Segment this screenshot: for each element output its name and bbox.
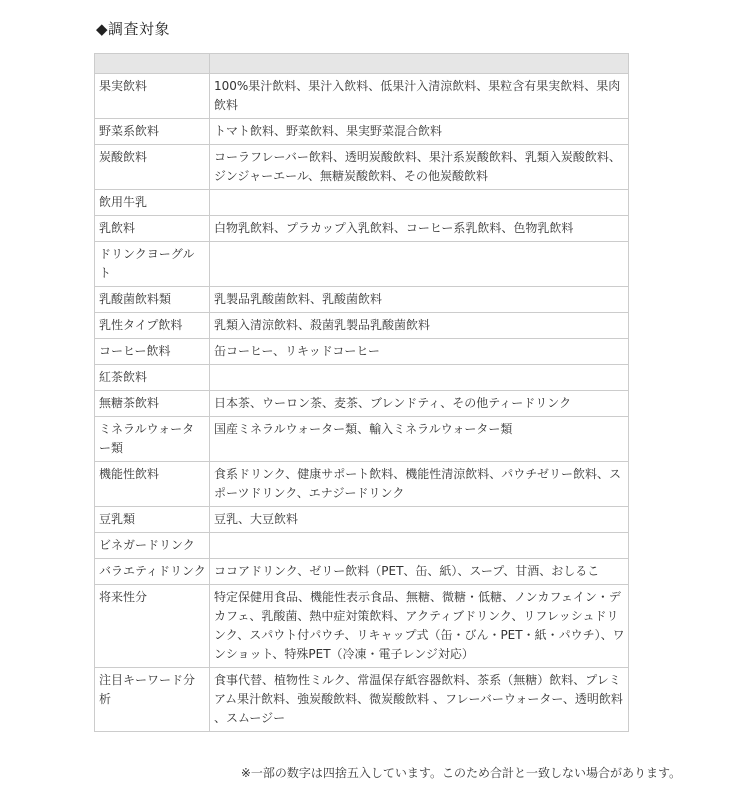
- items-cell: 白物乳飲料、プラカップ入乳飲料、コーヒー系乳飲料、色物乳飲料: [210, 216, 629, 242]
- category-cell: 紅茶飲料: [95, 365, 210, 391]
- category-cell: バラエティドリンク: [95, 559, 210, 585]
- category-cell: 乳酸菌飲料類: [95, 287, 210, 313]
- table-row: [95, 216, 629, 242]
- section-title: ◆調査対象: [96, 20, 171, 38]
- items-cell: 100%果汁飲料、果汁入飲料、低果汁入清涼飲料、果粒含有果実飲料、果肉飲料: [210, 74, 629, 119]
- category-cell: 炭酸飲料: [95, 145, 210, 190]
- header-category: [95, 54, 210, 74]
- table-row: [95, 533, 629, 559]
- table-row: [95, 74, 629, 119]
- table-row: [95, 668, 629, 732]
- table-row: [95, 417, 629, 462]
- header-items: [210, 54, 629, 74]
- category-cell: 飲用牛乳: [95, 190, 210, 216]
- items-cell: 缶コーヒー、リキッドコーヒー: [210, 339, 629, 365]
- category-cell: ドリンクヨーグルト: [95, 242, 210, 287]
- items-cell: [210, 190, 629, 216]
- items-cell: 食系ドリンク、健康サポート飲料、機能性清涼飲料、パウチゼリー飲料、スポーツドリンク、エナジードリンク: [210, 462, 629, 507]
- category-cell: 乳飲料: [95, 216, 210, 242]
- category-cell: 野菜系飲料: [95, 119, 210, 145]
- table-row: [95, 339, 629, 365]
- items-cell: コーラフレーバー飲料、透明炭酸飲料、果汁系炭酸飲料、乳類入炭酸飲料、ジンジャーエール、無糖炭酸飲料、その他炭酸飲料: [210, 145, 629, 190]
- survey-target-table: [94, 53, 629, 732]
- category-cell: 豆乳類: [95, 507, 210, 533]
- table-row: [95, 507, 629, 533]
- items-cell: 乳類入清涼飲料、殺菌乳製品乳酸菌飲料: [210, 313, 629, 339]
- table-row: [95, 391, 629, 417]
- category-cell: 将来性分: [95, 585, 210, 668]
- table-row: [95, 559, 629, 585]
- items-cell: 日本茶、ウーロン茶、麦茶、ブレンドティ、その他ティードリンク: [210, 391, 629, 417]
- items-cell: [210, 242, 629, 287]
- items-cell: [210, 533, 629, 559]
- category-cell: 注目キーワード分析: [95, 668, 210, 732]
- items-cell: 乳製品乳酸菌飲料、乳酸菌飲料: [210, 287, 629, 313]
- table-row: [95, 190, 629, 216]
- items-cell: トマト飲料、野菜飲料、果実野菜混合飲料: [210, 119, 629, 145]
- table-row: [95, 287, 629, 313]
- table-row: [95, 242, 629, 287]
- footnote: ※一部の数字は四捨五入しています。このため合計と一致しない場合があります。: [240, 766, 681, 780]
- items-cell: [210, 365, 629, 391]
- items-cell: 国産ミネラルウォーター類、輸入ミネラルウォーター類: [210, 417, 629, 462]
- category-cell: コーヒー飲料: [95, 339, 210, 365]
- items-cell: 特定保健用食品、機能性表示食品、無糖、微糖・低糖、ノンカフェイン・デカフェ、乳酸菌、熱中症対策飲料、アクティブドリンク、リフレッシュドリンク、スパウト付パウチ、リキャップ式（缶・びん・PET・紙・パウチ）、ワンショット、特殊PET（冷凍・電子レンジ対応）: [210, 585, 629, 668]
- category-cell: 無糖茶飲料: [95, 391, 210, 417]
- table-row: [95, 145, 629, 190]
- category-cell: 乳性タイプ飲料: [95, 313, 210, 339]
- items-cell: ココアドリンク、ゼリー飲料（PET、缶、紙）、スープ、甘酒、おしるこ: [210, 559, 629, 585]
- category-cell: 機能性飲料: [95, 462, 210, 507]
- table-row: [95, 365, 629, 391]
- category-cell: ミネラルウォーター類: [95, 417, 210, 462]
- table-row: [95, 313, 629, 339]
- table-row: [95, 119, 629, 145]
- table-row: [95, 462, 629, 507]
- items-cell: 食事代替、植物性ミルク、常温保存紙容器飲料、茶系（無糖）飲料、プレミアム果汁飲料、強炭酸飲料、微炭酸飲料 、フレーバーウォーター、透明飲料 、スムージー: [210, 668, 629, 732]
- items-cell: 豆乳、大豆飲料: [210, 507, 629, 533]
- table-header-row: [95, 54, 629, 74]
- table-row: [95, 585, 629, 668]
- category-cell: ビネガードリンク: [95, 533, 210, 559]
- category-cell: 果実飲料: [95, 74, 210, 119]
